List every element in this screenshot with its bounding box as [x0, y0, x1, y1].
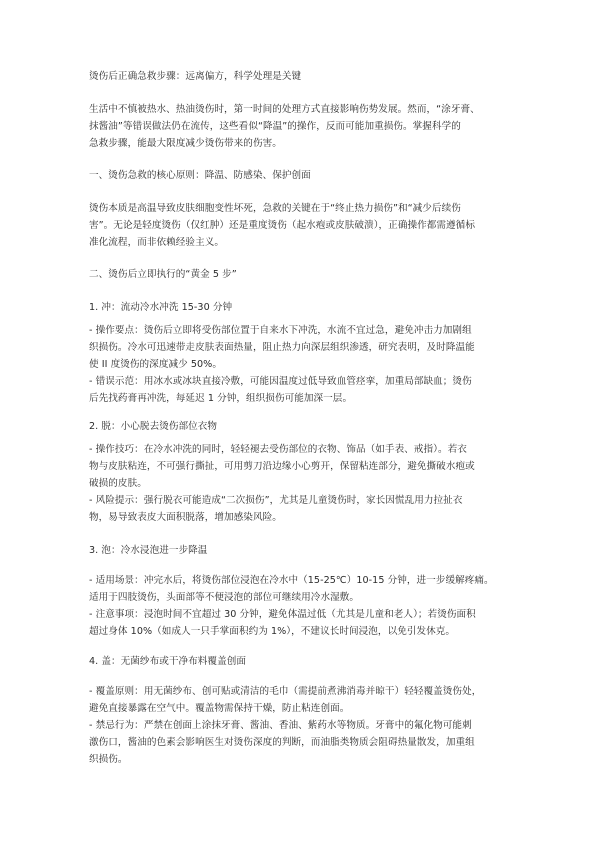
section2-heading: 二、烫伤后立即执行的“黄金 5 步” [89, 269, 237, 280]
step2-line: 物，易导致表皮大面积脱落，增加感染风险。 [89, 512, 282, 523]
step4-line: - 禁忌行为：严禁在创面上涂抹牙膏、酱油、香油、紫药水等物质。牙膏中的氟化物可能刺 [89, 720, 472, 731]
step3-line: - 适用场景：冲完水后，将烫伤部位浸泡在冷水中（15-25℃）10-15 分钟，进一步缓解疼痛。 [89, 575, 494, 586]
intro-line: 急救步骤，能最大限度减少烫伤带来的伤害。 [89, 138, 282, 149]
step1-line: 织损伤。冷水可迅速带走皮肤表面热量，阻止热力向深层组织渗透，研究表明，及时降温能 [89, 342, 475, 353]
step1-line: 使 II 度烫伤的深度减少 50%。 [89, 359, 222, 370]
step1-line: - 操作要点：烫伤后立即将受伤部位置于自来水下冲洗，水流不宜过急，避免冲击力加剧组 [89, 325, 472, 336]
intro-line: 生活中不慎被热水、热油烫伤时，第一时间的处理方式直接影响伤势发展。然而，“涂牙膏、 [89, 104, 480, 115]
step1-heading: 1. 冲：流动冷水冲洗 15-30 分钟 [89, 302, 233, 313]
step2-line: - 操作技巧：在冷水冲洗的同时，轻轻褪去受伤部位的衣物、饰品（如手表、戒指）。若衣 [89, 444, 467, 455]
section1-heading: 一、烫伤急救的核心原则：降温、防感染、保护创面 [89, 170, 311, 181]
step3-line: 适用于四肢烫伤，头面部等不便浸泡的部位可继续用冷水湿敷。 [89, 592, 360, 603]
step4-line: - 覆盖原则：用无菌纱布、创可贴或清洁的毛巾（需提前煮沸消毒并晾干）轻轻覆盖烫伤处， [89, 686, 482, 697]
section1-line: 烫伤本质是高温导致皮肤细胞变性坏死，急救的关键在于“终止热力损伤”和“减少后续伤 [89, 203, 461, 214]
step4-line: 避免直接暴露在空气中。覆盖物需保持干燥，防止粘连创面。 [89, 703, 350, 714]
intro-line: 抹酱油”等错误做法仍在流传，这些看似“降温”的操作，反而可能加重损伤。掌握科学的 [89, 121, 461, 132]
step4-line: 织损伤。 [89, 754, 128, 765]
step3-line: - 注意事项：浸泡时间不宜超过 30 分钟，避免体温过低（尤其是儿童和老人）；若烫伤面积 [89, 609, 476, 620]
step4-heading: 4. 盖：无菌纱布或干净布料覆盖创面 [89, 656, 247, 667]
step2-line: - 风险提示：强行脱衣可能造成“二次损伤”，尤其是儿童烫伤时，家长因慌乱用力拉扯衣 [89, 495, 463, 506]
section1-line: 准化流程，而非依赖经验主义。 [89, 237, 225, 248]
step3-line: 超过身体 10%（如成人一只手掌面积约为 1%），不建议长时间浸泡，以免引发休克。 [89, 626, 456, 637]
section1-line: 害”。无论是轻度烫伤（仅红肿）还是重度烫伤（起水疱或皮肤破溃），正确操作都需遵循标 [89, 220, 475, 231]
step1-line: - 错误示范：用冰水或冰块直接冷敷，可能因温度过低导致血管痉挛，加重局部缺血；烫伤 [89, 376, 472, 387]
step2-line: 物与皮肤粘连，不可强行撕扯，可用剪刀沿边缘小心剪开，保留粘连部分，避免撕破水疱或 [89, 461, 475, 472]
step2-heading: 2. 脱：小心脱去烫伤部位衣物 [89, 421, 218, 432]
step3-heading: 3. 泡：冷水浸泡进一步降温 [89, 545, 208, 556]
step2-line: 破损的皮肤。 [89, 478, 147, 489]
step1-line: 后先找药膏再冲洗，每延迟 1 分钟，组织损伤可能加深一层。 [89, 393, 353, 404]
document-title: 烫伤后正确急救步骤：远离偏方，科学处理是关键 [89, 71, 302, 82]
step4-line: 激伤口，酱油的色素会影响医生对烫伤深度的判断，而油脂类物质会阻碍热量散发，加重组 [89, 737, 475, 748]
